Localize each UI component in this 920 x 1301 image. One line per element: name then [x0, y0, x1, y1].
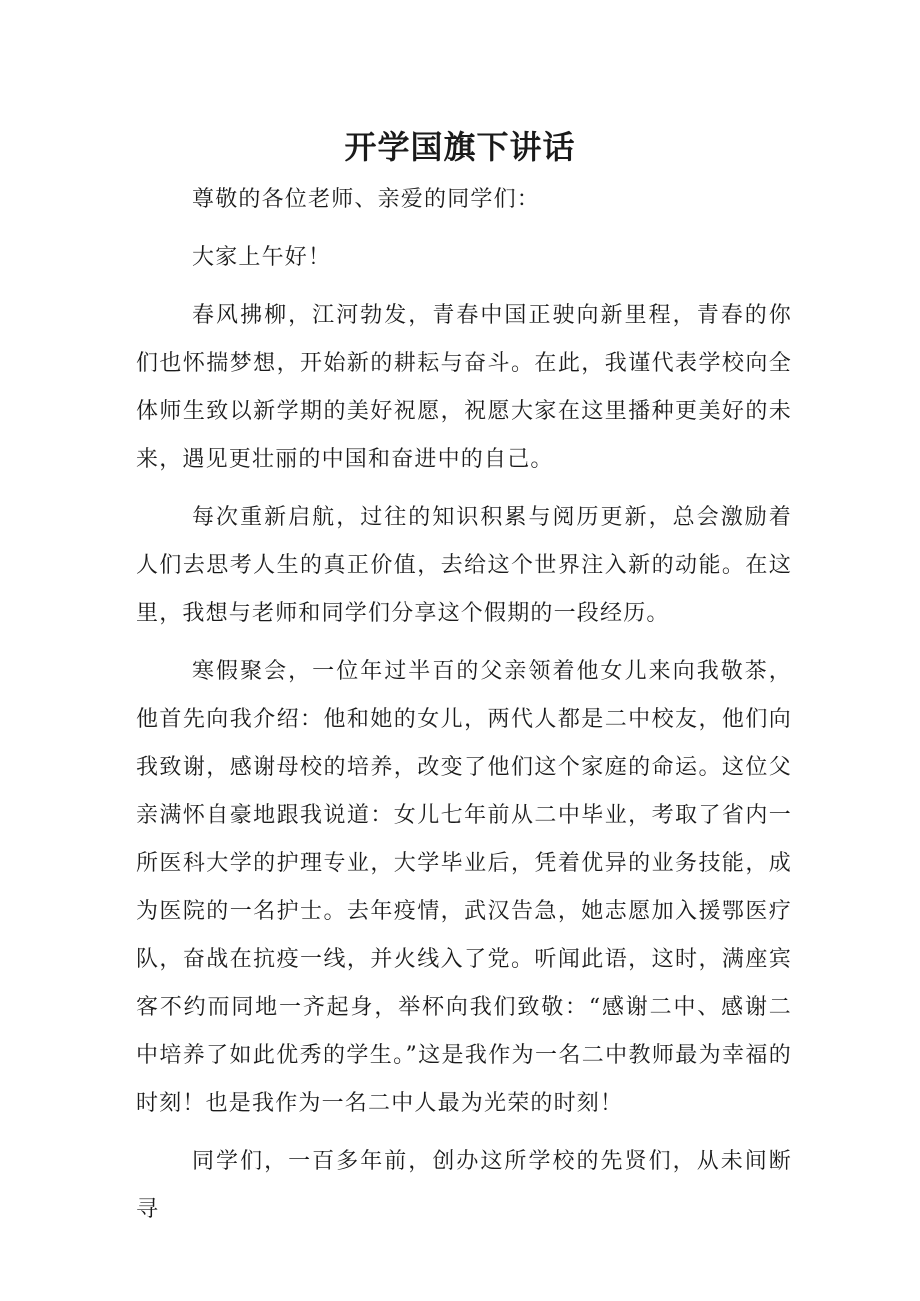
- salutation: 尊敬的各位老师、亲爱的同学们：: [192, 187, 541, 212]
- paragraph-4: 同学们，一百多年前，创办这所学校的先贤们，从未间断寻: [136, 1149, 792, 1222]
- greeting: 大家上午好！: [192, 245, 332, 270]
- paragraph-3: 寒假聚会，一位年过半百的父亲领着他女儿来向我敬茶，他首先向我介绍：他和她的女儿，两代人都是二中校友，他们向我致谢，感谢母校的培养，改变了他们这个家庭的命运。这位父亲满怀自豪地跟我说道：女儿七年前从二中毕业，考取了省内一所医科大学的护理专业，大学毕业后，凭着优异的业务技能，成为医院的一名护士。去年疫情，武汉告急，她志愿加入援鄂医疗队，奋战在抗疫一线，并火线入了党。听闻此语，这时，满座宾客不约而同地一齐起身，举杯向我们致敬：“感谢二中、感谢二中培养了如此优秀的学生。”这是我作为一名二中教师最为幸福的时刻！也是我作为一名二中人最为光荣的时刻！: [136, 659, 792, 1116]
- paragraph-2: 每次重新启航，过往的知识积累与阅历更新，总会激励着人们去思考人生的真正价值，去给这个世界注入新的动能。在这里，我想与老师和同学们分享这个假期的一段经历。: [136, 505, 792, 626]
- document-title: 开学国旗下讲话: [344, 128, 576, 166]
- paragraph-1: 春风拂柳，江河勃发，青春中国正驶向新里程，青春的你们也怀揣梦想，开始新的耕耘与奋斗。在此，我谨代表学校向全体师生致以新学期的美好祝愿，祝愿大家在这里播种更美好的未来，遇见更壮丽的中国和奋进中的自己。: [136, 303, 792, 472]
- document-body: [136, 176, 792, 1234]
